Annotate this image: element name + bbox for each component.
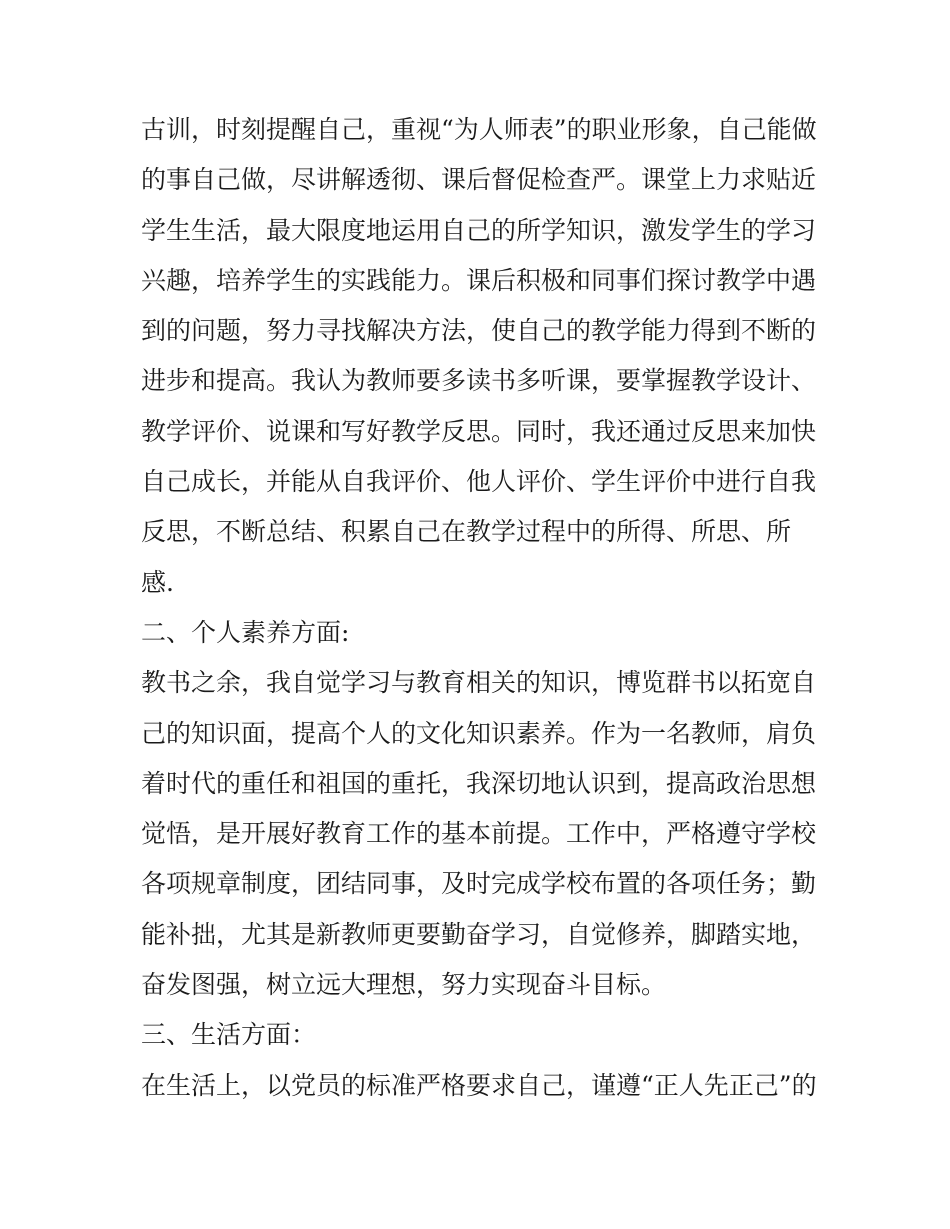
paragraph-line: 教学评价、说课和写好教学反思。同时，我还通过反思来加快: [141, 416, 817, 446]
paragraph-line: 各项规章制度，团结同事，及时完成学校布置的各项任务；勤: [141, 869, 817, 899]
paragraph-line: 感.: [141, 567, 174, 597]
paragraph-line: 进步和提高。我认为教师要多读书多听课，要掌握教学设计、: [141, 366, 817, 396]
paragraph-line: 兴趣，培养学生的实践能力。课后积极和同事们探讨教学中遇: [141, 265, 817, 295]
paragraph-line: 奋发图强，树立远大理想，努力实现奋斗目标。: [141, 970, 667, 1000]
section-heading: 二、个人素养方面:: [141, 617, 350, 647]
paragraph-line: 能补拙，尤其是新教师更要勤奋学习，自觉修养，脚踏实地，: [141, 919, 817, 949]
paragraph-line: 己的知识面，提高个人的文化知识素养。作为一名教师，肩负: [141, 718, 817, 748]
paragraph-line: 的事自己做，尽讲解透彻、课后督促检查严。课堂上力求贴近: [141, 165, 817, 195]
paragraph-line: 教书之余，我自觉学习与教育相关的知识，博览群书以拓宽自: [141, 668, 817, 698]
paragraph-line: 着时代的重任和祖国的重托，我深切地认识到，提高政治思想: [141, 768, 817, 798]
paragraph-line: 到的问题，努力寻找解决方法，使自己的教学能力得到不断的: [141, 316, 817, 346]
section-heading: 三、生活方面：: [141, 1020, 317, 1050]
paragraph-line: 学生生活，最大限度地运用自己的所学知识，激发学生的学习: [141, 215, 817, 245]
paragraph-line: 觉悟，是开展好教育工作的基本前提。工作中，严格遵守学校: [141, 819, 817, 849]
paragraph-line: 古训，时刻提醒自己，重视“为人师表”的职业形象，自己能做: [141, 115, 817, 144]
paragraph-line: 在生活上，以党员的标准严格要求自己，谨遵“正人先正己”的: [141, 1070, 817, 1100]
body-text: [141, 105, 821, 1111]
paragraph-line: 反思，不断总结、积累自己在教学过程中的所得、所思、所: [141, 517, 792, 547]
paragraph-line: 自己成长，并能从自我评价、他人评价、学生评价中进行自我: [141, 467, 817, 497]
